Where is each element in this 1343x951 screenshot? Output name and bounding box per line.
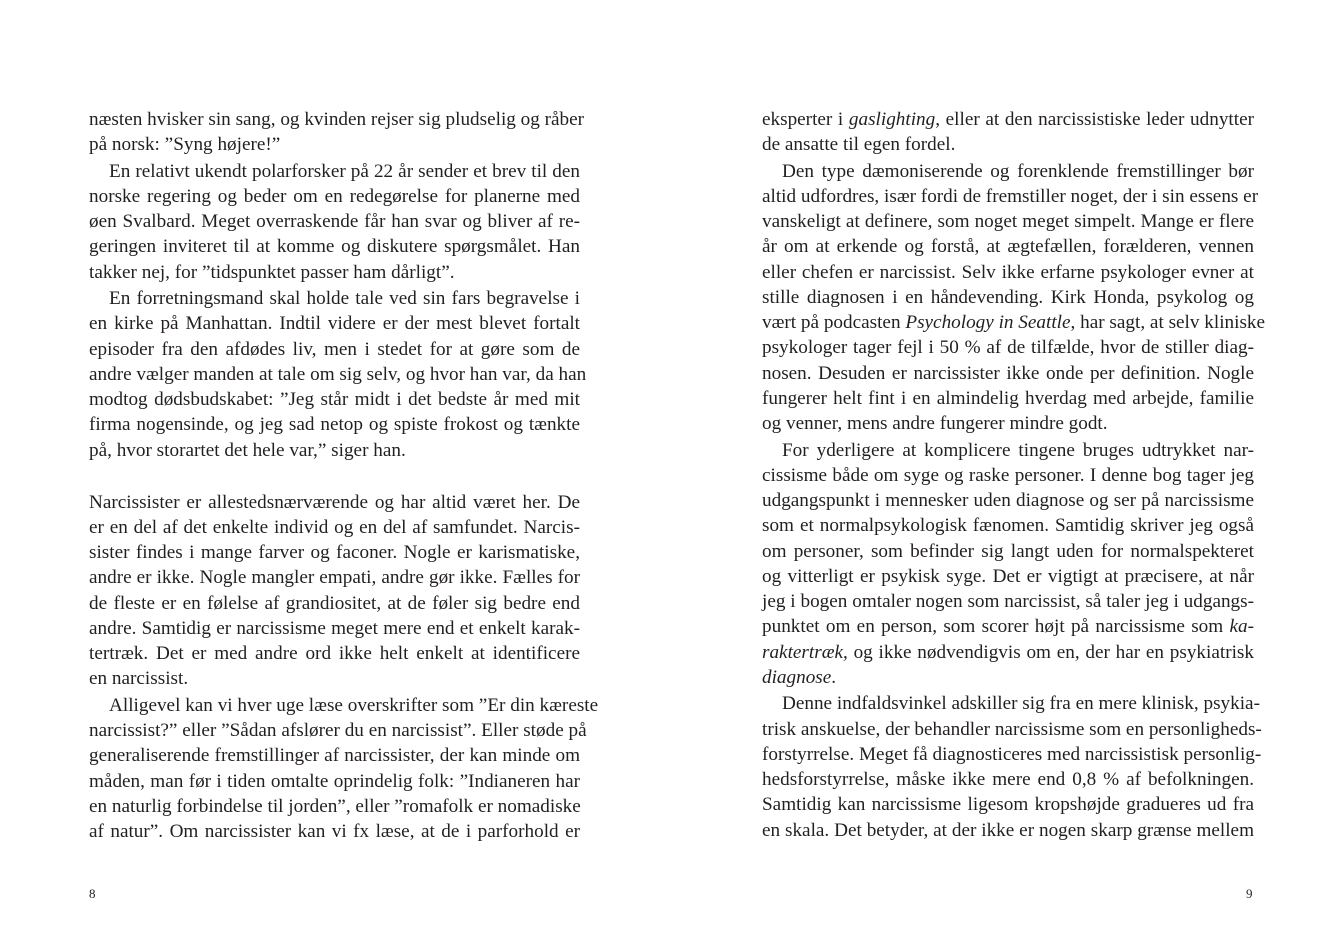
text-run: måden, man før i tiden omtalte oprindelig folk: ”Indianeren har [89, 770, 580, 792]
text-run: firma nogensinde, og jeg sad netop og spiste frokost og tænkte [89, 414, 580, 436]
text-run: en narcissist. [89, 668, 189, 690]
text-run: Alligevel kan vi hver uge læse overskrifter som ”Er din kæreste [109, 694, 599, 716]
text-line [89, 641, 580, 666]
text-line [89, 184, 580, 209]
text-run: en kirke på Manhattan. Indtil videre er der mest blevet fortalt [89, 313, 580, 335]
text-run: forstyrrelse. Meget få diagnosticeres med narcissistisk personlig- [762, 743, 1262, 765]
text-run: jeg i bogen omtaler nogen som narcissist, så taler jeg i udgangs- [762, 591, 1254, 613]
text-run: år om at erkende og forstå, at ægtefællen, forælderen, vennen [762, 236, 1254, 258]
text-line [762, 209, 1254, 234]
italic-text: ka- [1229, 616, 1254, 638]
page-number-right: 9 [1246, 886, 1253, 901]
text-line [762, 234, 1254, 259]
text-line [762, 640, 1254, 665]
text-run: øen Svalbard. Meget overraskende får han svar og bliver af re- [89, 211, 580, 233]
text-line [109, 159, 580, 184]
text-run: på, hvor storartet det hele var,” siger han. [89, 439, 406, 461]
text-line [89, 591, 580, 616]
text-line [89, 490, 580, 515]
text-line [109, 693, 599, 718]
text-line [89, 260, 580, 285]
text-line [89, 387, 580, 412]
text-run: næsten hvisker sin sang, og kvinden rejser sig pludselig og råber [89, 109, 585, 130]
text-line [89, 666, 580, 691]
text-run: sister findes i mange farver og faconer. Nogle er karismatiske, [89, 542, 580, 564]
text-line [762, 361, 1254, 386]
text-run: En relativt ukendt polarforsker på 22 år sender et brev til den [109, 160, 580, 182]
text-line [109, 286, 580, 311]
text-line [762, 184, 1259, 209]
text-run: cissisme både om syge og raske personer. I denne bog tager jeg [762, 464, 1254, 486]
text-run: på norsk: ”Syng højere!” [89, 134, 281, 156]
text-run: geringen inviteret til at komme og diskutere spørgsmålet. Han [89, 236, 580, 258]
text-run: vært på podcasten [762, 312, 906, 334]
text-line [89, 794, 580, 819]
text-run: , og ikke nødvendigvis om en, der har en psykiatrisk [843, 641, 1254, 663]
text-line [89, 234, 580, 259]
text-run: punktet om en person, som scorer højt på narcissisme som [762, 616, 1230, 638]
text-run: episoder fra den afdødes liv, men i stedet for at gøre som de [89, 338, 580, 360]
text-run: Den type dæmoniserende og forenklende fremstillinger bør [782, 160, 1254, 182]
text-line [782, 438, 1254, 463]
text-line [762, 665, 1254, 690]
text-line [89, 132, 580, 157]
text-run: fungerer helt fint i en almindelig hverdag med arbejde, familie [762, 387, 1254, 409]
text-run: af natur”. Om narcissister kan vi fx læse, at de i parforhold er [89, 821, 580, 842]
text-run: andre er ikke. Nogle mangler empati, andre gør ikke. Fælles for [89, 567, 580, 589]
text-line [762, 335, 1254, 360]
text-run: , har sagt, at selv kliniske [1070, 312, 1266, 334]
text-line [762, 411, 1254, 436]
text-run: en skala. Det betyder, at der ikke er nogen skarp grænse mellem [762, 819, 1254, 841]
text-line [89, 819, 580, 844]
text-line [762, 107, 1254, 132]
text-run: og venner, mens andre fungerer mindre godt. [762, 413, 1108, 435]
text-line [89, 412, 580, 437]
text-run: modtog dødsbudskabet: ”Jeg står midt i det bedste år med mit [89, 389, 580, 411]
text-run: norske regering og beder om en redegørelse for planerne med [89, 185, 580, 207]
text-line [782, 159, 1254, 184]
text-line [89, 769, 580, 794]
text-line [762, 260, 1254, 285]
text-run: Denne indfaldsvinkel adskiller sig fra en mere klinisk, psykia- [782, 693, 1260, 715]
text-run: , eller at den narcissistiske leder udnytter [935, 109, 1254, 130]
text-line [782, 691, 1260, 716]
text-run: . [831, 666, 837, 688]
text-run: vanskeligt at definere, som noget meget simpelt. Mange er flere [762, 211, 1254, 233]
text-line [762, 589, 1254, 614]
text-line [762, 310, 1266, 335]
text-run: er en del af det enkelte individ og en del af samfundet. Narcis- [89, 516, 580, 538]
text-run: som et normalpsykologisk fænomen. Samtidig skriver jeg også [762, 515, 1254, 537]
text-line [89, 540, 580, 565]
text-line [89, 337, 580, 362]
text-line [89, 515, 580, 540]
italic-text: diagnose [762, 666, 832, 688]
text-line [89, 718, 587, 743]
text-line [762, 386, 1254, 411]
text-run: generaliserende fremstillinger af narcissister, der kan minde om [89, 745, 580, 767]
text-line [762, 132, 1254, 157]
text-line [762, 742, 1262, 767]
text-line [762, 463, 1254, 488]
right-page [672, 0, 1343, 951]
text-line [762, 717, 1262, 742]
text-line [762, 285, 1254, 310]
text-line [89, 743, 580, 768]
text-line [762, 818, 1254, 843]
text-line [762, 513, 1254, 538]
text-line [89, 438, 580, 463]
text-line [89, 107, 585, 132]
text-line [89, 616, 580, 641]
page-number-left: 8 [89, 886, 96, 901]
text-line [89, 362, 587, 387]
text-run: om personer, som befinder sig langt uden for normalspekteret [762, 540, 1254, 562]
text-run: udgangspunkt i mennesker uden diagnose og ser på narcissisme [762, 490, 1254, 512]
text-run: de fleste er en følelse af grandiositet, at de føler sig bedre end [89, 592, 580, 614]
text-run: For yderligere at komplicere tingene bruges udtrykket nar- [782, 439, 1254, 461]
text-line [762, 767, 1254, 792]
text-line [89, 209, 580, 234]
text-line [89, 311, 580, 336]
text-line [762, 614, 1254, 639]
text-run: de ansatte til egen fordel. [762, 134, 956, 156]
text-run: andre. Samtidig er narcissisme meget mere end et enkelt karak- [89, 617, 580, 639]
text-run: eksperter i [762, 109, 849, 130]
text-line [762, 564, 1254, 589]
text-run: takker nej, for ”tidspunktet passer ham dårligt”. [89, 261, 455, 283]
text-line [762, 539, 1254, 564]
text-run: En forretningsmand skal holde tale ved sin fars begravelse i [109, 288, 580, 310]
text-run: narcissist?” eller ”Sådan afslører du en narcissist”. Eller støde på [89, 720, 587, 741]
text-run: andre vælger manden at tale om sig selv, og hvor han var, da han [89, 363, 587, 385]
text-run: trisk anskuelse, der behandler narcissisme som en personligheds- [762, 718, 1262, 740]
text-run: altid udfordres, især fordi de fremstiller noget, der i sin essens er [762, 185, 1259, 207]
text-run: Samtidig kan narcissisme ligesom kropshøjde gradueres ud fra [762, 794, 1254, 816]
text-line [762, 792, 1254, 817]
text-run: hedsforstyrrelse, måske ikke mere end 0,8 % af befolkningen. [762, 769, 1254, 791]
italic-text: raktertræk [762, 641, 844, 663]
italic-text: Psychology in Seattle [905, 312, 1071, 334]
text-run: og vitterligt er psykisk syge. Det er vigtigt at præcisere, at når [762, 565, 1254, 587]
italic-text: gaslighting [848, 109, 936, 130]
text-run: eller chefen er narcissist. Selv ikke erfarne psykologer evner at [762, 261, 1254, 283]
text-run: nosen. Desuden er narcissister ikke onde per definition. Nogle [762, 362, 1254, 384]
text-line [762, 488, 1254, 513]
text-run: en naturlig forbindelse til jorden”, eller ”romafolk er nomadiske [89, 795, 581, 817]
text-run: tertræk. Det er med andre ord ikke helt enkelt at identificere [89, 643, 580, 665]
text-run: stille diagnosen i en håndevending. Kirk Honda, psykolog og [762, 286, 1254, 308]
text-run: Narcissister er allestedsnærværende og har altid været her. De [89, 491, 580, 513]
text-line [89, 565, 580, 590]
text-run: psykologer tager fejl i 50 % af de tilfælde, hvor de stiller diag- [762, 337, 1254, 359]
